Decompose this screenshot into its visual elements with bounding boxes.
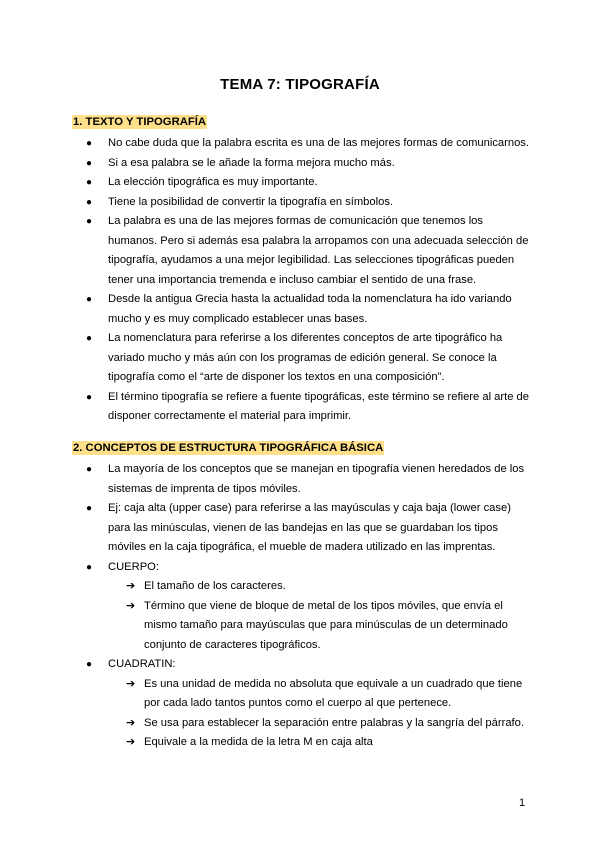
bullet-icon: ● bbox=[86, 138, 93, 149]
sub-list-item bbox=[108, 675, 532, 714]
list-item-text: Ej: caja alta (upper case) para referirse a las mayúsculas y caja baja (lower case) para las minúsculas, vienen de las bandejas en las que se guardaban los tipos móviles en la caja tipográfica, el mueble de madera utilizado en las imprentas. bbox=[108, 502, 511, 553]
list-item bbox=[72, 290, 532, 329]
sub-list-item-text: Término que viene de bloque de metal de los tipos móviles, que envía el mismo tamaño para mayúsculas que para minúsculas de un determinado conjunto de caracteres tipográficos. bbox=[144, 599, 508, 651]
section-1-list bbox=[72, 134, 532, 427]
list-item-text: CUERPO: bbox=[108, 560, 159, 573]
section-heading-text: 2. CONCEPTOS DE ESTRUCTURA TIPOGRÁFICA BÁSICA bbox=[73, 442, 384, 454]
list-item-text: La palabra es una de las mejores formas de comunicación que tenemos los humanos. Pero si además esa palabra la arropamos con una adecuada selección de tipografía, ayudamos a una mejor legibilidad. Las selecciones tipográficas pueden tener una importancia tremenda e incluso cambiar el sentido de una frase. bbox=[108, 215, 529, 286]
section-2-list bbox=[72, 460, 532, 753]
bullet-icon: ● bbox=[86, 294, 93, 305]
list-item-cuerpo bbox=[72, 558, 532, 656]
bullet-icon: ● bbox=[86, 561, 93, 573]
page-title: TEMA 7: TIPOGRAFÍA bbox=[220, 76, 380, 93]
section-heading-conceptos-estructura bbox=[72, 442, 384, 454]
bullet-icon: ● bbox=[86, 659, 93, 670]
sub-list-item bbox=[108, 714, 532, 734]
list-item-cuadratin bbox=[72, 655, 532, 753]
section-heading-texto-tipografia bbox=[72, 116, 207, 128]
list-item-text: CUADRATIN: bbox=[108, 658, 176, 670]
sub-list-item-text: Equivale a la medida de la letra M en caja alta bbox=[144, 736, 373, 748]
arrow-right-icon: ➔ bbox=[126, 716, 136, 729]
list-item bbox=[72, 154, 532, 174]
sub-list-item-text: Es una unidad de medida no absoluta que equivale a un cuadrado que tiene por cada lado tantos puntos como el cuerpo al que pertenece. bbox=[144, 677, 523, 709]
bullet-icon: ● bbox=[86, 391, 93, 403]
list-item-text: La elección tipográfica es muy importante. bbox=[108, 176, 318, 188]
arrow-right-icon: ➔ bbox=[126, 580, 136, 592]
arrow-right-icon: ➔ bbox=[126, 736, 136, 748]
list-item bbox=[72, 212, 532, 290]
list-item bbox=[72, 460, 532, 499]
bullet-icon: ● bbox=[86, 196, 93, 208]
sub-list-item bbox=[108, 597, 532, 656]
bullet-icon: ● bbox=[86, 333, 93, 344]
sub-list-cuerpo bbox=[108, 577, 532, 655]
list-item-text: Desde la antigua Grecia hasta la actualidad toda la nomenclatura ha ido variando mucho y es muy complicado establecer unas bases. bbox=[108, 293, 512, 325]
list-item bbox=[72, 388, 532, 427]
list-item-text: No cabe duda que la palabra escrita es una de las mejores formas de comunicarnos. bbox=[108, 137, 530, 149]
section-heading-text: 1. TEXTO Y TIPOGRAFÍA bbox=[73, 116, 207, 128]
list-item-text: El término tipografía se refiere a fuente tipográficas, este término se refiere al arte de disponer correctamente el material para imprimir. bbox=[108, 390, 529, 422]
arrow-right-icon: ➔ bbox=[126, 677, 136, 690]
bullet-icon: ● bbox=[86, 157, 93, 169]
list-item-text: Si a esa palabra se le añade la forma mejora mucho más. bbox=[108, 156, 395, 169]
list-item bbox=[72, 173, 532, 193]
sub-list-item bbox=[108, 577, 532, 597]
list-item bbox=[72, 499, 532, 558]
list-item bbox=[72, 329, 532, 388]
sub-list-item bbox=[108, 733, 532, 753]
page-number: 1 bbox=[519, 797, 526, 809]
list-item bbox=[72, 193, 532, 213]
arrow-right-icon: ➔ bbox=[126, 599, 136, 612]
list-item bbox=[72, 134, 532, 154]
bullet-icon: ● bbox=[86, 216, 93, 227]
bullet-icon: ● bbox=[86, 503, 93, 514]
bullet-icon: ● bbox=[86, 464, 93, 475]
list-item-text: Tiene la posibilidad de convertir la tipografía en símbolos. bbox=[108, 195, 394, 208]
list-item-text: La mayoría de los conceptos que se manejan en tipografía vienen heredados de los sistemas de imprenta de tipos móviles. bbox=[108, 463, 525, 495]
sub-list-cuadratin bbox=[108, 675, 532, 753]
sub-list-item-text: Se usa para establecer la separación entre palabras y la sangría del párrafo. bbox=[144, 716, 524, 729]
sub-list-item-text: El tamaño de los caracteres. bbox=[144, 580, 286, 592]
list-item-text: La nomenclatura para referirse a los diferentes conceptos de arte tipográfico ha variado mucho y más aún con los programas de edición general. Se conoce la tipografía como el “arte de disponer los textos en una composición”. bbox=[108, 332, 503, 383]
bullet-icon: ● bbox=[86, 177, 93, 188]
